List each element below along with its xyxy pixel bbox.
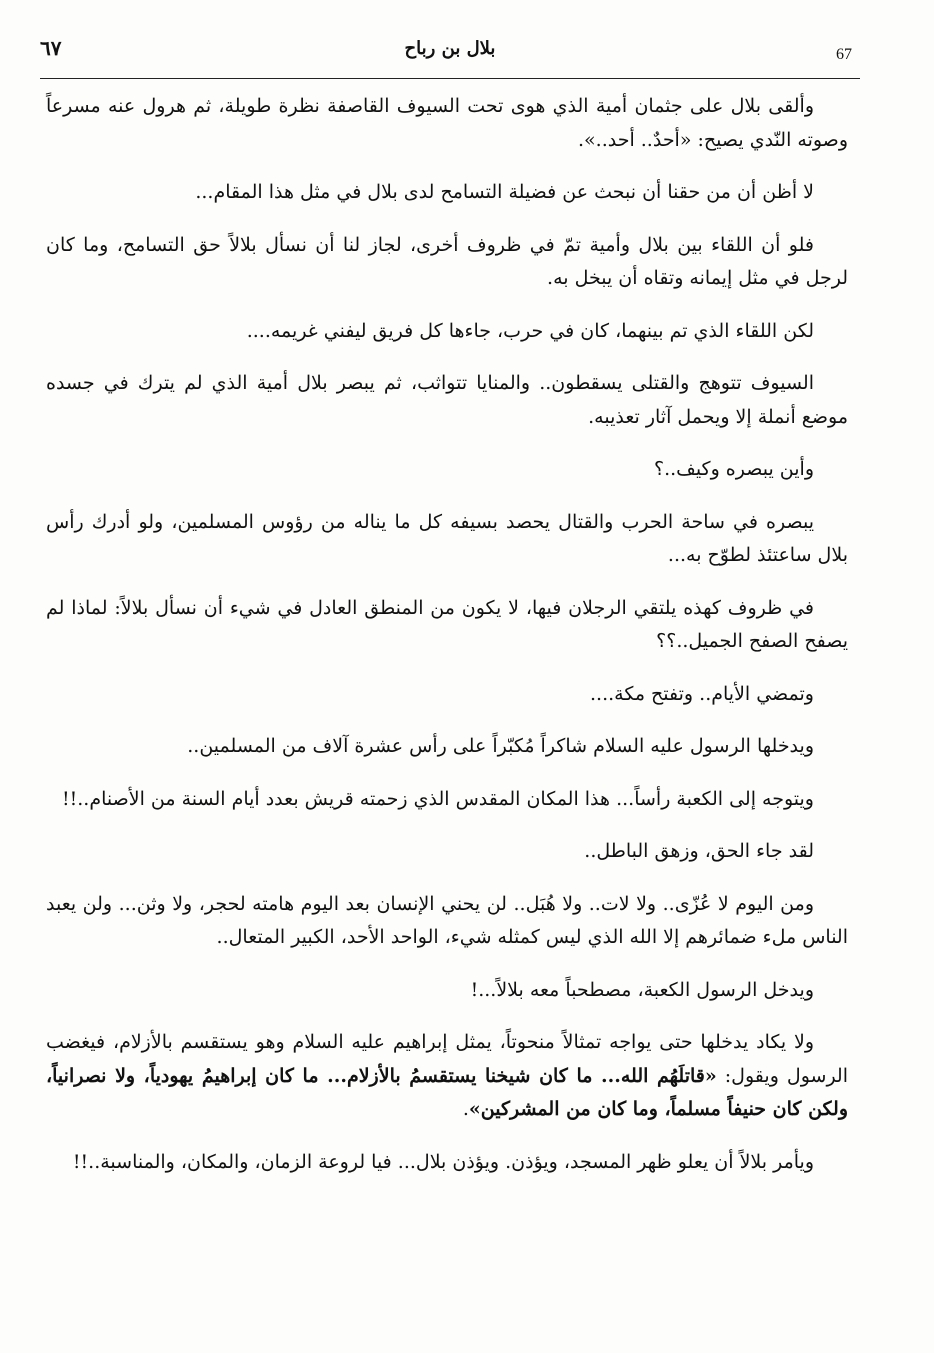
paragraph-text: ومن اليوم لا عُزّى.. ولا لات.. ولا هُبَل.. لن يحني الإنسان بعد اليوم هامته لحجر، ولا وثن... ولن يعبد الناس ملء ضمائرهم إلا الله الذي ليس كمثله شيء، الواحد الأحد، الكبير المتعال.. (46, 892, 848, 948)
paragraph (46, 506, 848, 573)
paragraph (46, 730, 848, 764)
header-rule (40, 78, 860, 79)
paragraph (46, 1026, 848, 1127)
page-number-arabic: ٦٧ (40, 36, 62, 60)
paragraph (46, 453, 848, 487)
paragraph-text: . (462, 1098, 469, 1120)
paragraph-text: ولا يكاد يدخلها حتى يواجه تمثالاً منحوتاً، يمثل إبراهيم عليه السلام وهو يستقسم بالأزلام، فيغضب الرسول ويقول: (46, 1031, 848, 1087)
paragraph (46, 90, 848, 157)
paragraph-text: يبصره في ساحة الحرب والقتال يحصد بسيفه كل ما يناله من رؤوس المسلمين، ولو أدرك رأس بلال ساعتئذ لطوّح به... (46, 510, 848, 566)
paragraph-text: ويدخل الرسول الكعبة، مصطحباً معه بلالاً...! (470, 978, 814, 1001)
paragraph (46, 1146, 848, 1180)
page-header (40, 34, 860, 78)
paragraph-text: وألقى بلال على جثمان أمية الذي هوى تحت السيوف القاصفة نظرة طويلة، ثم هرول عنه مسرعاً وصوته النّدي يصيح: «أحدٌ.. أحد..». (46, 95, 848, 151)
paragraph-text: ويدخلها الرسول عليه السلام شاكراً مُكبّراً على رأس عشرة آلاف من المسلمين.. (187, 735, 814, 757)
paragraph (46, 315, 848, 349)
paragraph (46, 176, 848, 210)
paragraph (46, 835, 848, 869)
quote-bold-text: «قاتلَهُم الله... ما كان شيخنا يستقسمُ بالأزلام... ما كان إبراهيمُ يهودياً، ولا نصرانياً، ولكن كان حنيفاً مسلماً، وما كان من المشركين» (46, 1064, 848, 1120)
paragraph-text: لا أظن أن من حقنا أن نبحث عن فضيلة التسامح لدى بلال في مثل هذا المقام... (195, 181, 814, 203)
paragraph (46, 783, 848, 817)
paragraph-text: ويتوجه إلى الكعبة رأساً... هذا المكان المقدس الذي زحمته قريش بعدد أيام السنة من الأصنام..!! (61, 787, 814, 810)
paragraph (46, 974, 848, 1008)
paragraph-text: فلو أن اللقاء بين بلال وأمية تمّ في ظروف أخرى، لجاز لنا أن نسأل بلالاً حق التسامح، وما كان لرجل في مثل إيمانه وتقاه أن يبخل به. (46, 233, 848, 289)
page-body (46, 90, 848, 1179)
paragraph-text: ويأمر بلالاً أن يعلو ظهر المسجد، ويؤذن. ويؤذن بلال... فيا لروعة الزمان، والمكان، والمناسبة..!! (72, 1150, 814, 1173)
paragraph-text: السيوف تتوهج والقتلى يسقطون.. والمنايا تتواثب، ثم يبصر بلال أمية الذي لم يترك في جسده موضع أنملة إلا ويحمل آثار تعذيبه. (46, 372, 848, 428)
paragraph-text: لقد جاء الحق، وزهق الباطل.. (584, 840, 814, 862)
paragraph (46, 592, 848, 659)
paragraph (46, 229, 848, 296)
paragraph (46, 678, 848, 712)
paragraph-text: لكن اللقاء الذي تم بينهما، كان في حرب، جاءها كل فريق ليفني غريمه.... (246, 319, 814, 342)
paragraph-text: وتمضي الأيام.. وتفتح مكة.... (589, 682, 814, 705)
paragraph-text: في ظروف كهذه يلتقي الرجلان فيها، لا يكون من المنطق العادل في شيء أن نسأل بلالاً: لماذا لم يصفح الصفح الجميل..؟؟ (46, 596, 848, 652)
paragraph (46, 367, 848, 434)
paragraph-text: وأين يبصره وكيف..؟ (653, 458, 814, 480)
running-title: بلال بن رباح (404, 38, 496, 59)
paragraph (46, 888, 848, 955)
page-number-latin: 67 (836, 46, 852, 63)
